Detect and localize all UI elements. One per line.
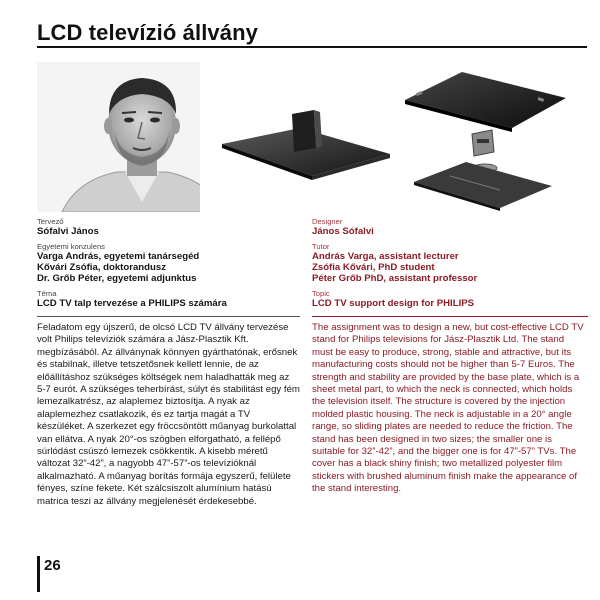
body-text-english: The assignment was to design a new, but cost-effective LCD TV stand for Philips televisions for Jász-Plasztik Ltd. The stand must be easy to produce, strong, stable and attractive, but its manufacturing costs should not be higher than 5-7 Euros. The strength and stability are provided by the base plate, which is a sheet metal part, to which the neck is connected, which holds the television itself. The structure is covered by the injection molded plastic housing. The neck is adjustable in a 20° angle range, so sliding plates are needed to reduce the friction. The stand has been designed in two sizes; the smaller one is suitable for 32”-42”, and the bigger one is for 47”-57” TVs. The cover has a black shiny finish; two metallized polyester film stickers with brushed aluminum finish make the appearance of the stand interesting.	[312, 322, 584, 495]
page-title: LCD televízió állvány	[37, 20, 258, 45]
designer-name: Sófalvi János	[37, 226, 99, 237]
topic-text: LCD TV support design for PHILIPS	[312, 298, 475, 309]
page-number-bar	[37, 556, 40, 592]
credits-hungarian	[37, 217, 302, 309]
divider-left	[37, 316, 300, 317]
divider-right	[312, 316, 588, 317]
tutor-label: Tutor	[312, 242, 330, 251]
tutor-item: Zsófia Kővári, PhD student	[312, 262, 435, 273]
tutor-item: Péter Grőb PhD, assistant professor	[312, 273, 478, 284]
topic-label: Topic	[312, 289, 330, 298]
designer-label: Designer	[312, 217, 343, 226]
credits-english	[312, 217, 577, 309]
consultant-item: Varga András, egyetemi tanársegéd	[37, 251, 200, 262]
tv-stand-renders	[200, 62, 580, 212]
page-number: 26	[44, 557, 61, 574]
designer-label: Tervező	[37, 217, 64, 226]
tutor-item: András Varga, assistant lecturer	[312, 251, 459, 262]
title-underline	[37, 46, 587, 48]
body-text-hungarian: Feladatom egy újszerű, de olcsó LCD TV állvány tervezése volt Philips televíziók számára a Jász-Plasztik Kft. megbízásából. Az állványnak könnyen gyárthatónak, erősnek és stabilnak, illetve tetszetősnek kellett lennie, de az előállításhoz szükséges költségek nem haladhatták meg az 5-7 eurót. A szükséges teherbírást, súlyt és stabilitást egy fém lemezalkatrész, az alaplemez biztosítja. A nyak az alaplemezhez csatlakozik, és ez tartja magát a TV készüléket. A szerkezet egy fröccsöntött műanyag burkolattal van ellátva. A nyak 20°-os szögben elforgatható, a fellépő súrlódást csúszó lemezek csökkentik. A kisebb méretű változat 32”-42”, a nagyobb 47”-57”-os televízióknál alkalmazható. A műanyag borítás formája egyszerű, felülete fényes, színe fekete. Két szálcsiszolt alumínium hatású matrica teszi az állvány megjelenését érdekesebbé.	[37, 322, 300, 507]
topic-label: Téma	[37, 289, 57, 298]
designer-name: János Sófalvi	[312, 226, 374, 237]
consultant-label: Egyetemi konzulens	[37, 242, 105, 251]
consultant-item: Kővári Zsófia, doktorandusz	[37, 262, 167, 273]
consultant-item: Dr. Grőb Péter, egyetemi adjunktus	[37, 273, 197, 284]
topic-text: LCD TV talp tervezése a PHILIPS számára	[37, 298, 227, 309]
